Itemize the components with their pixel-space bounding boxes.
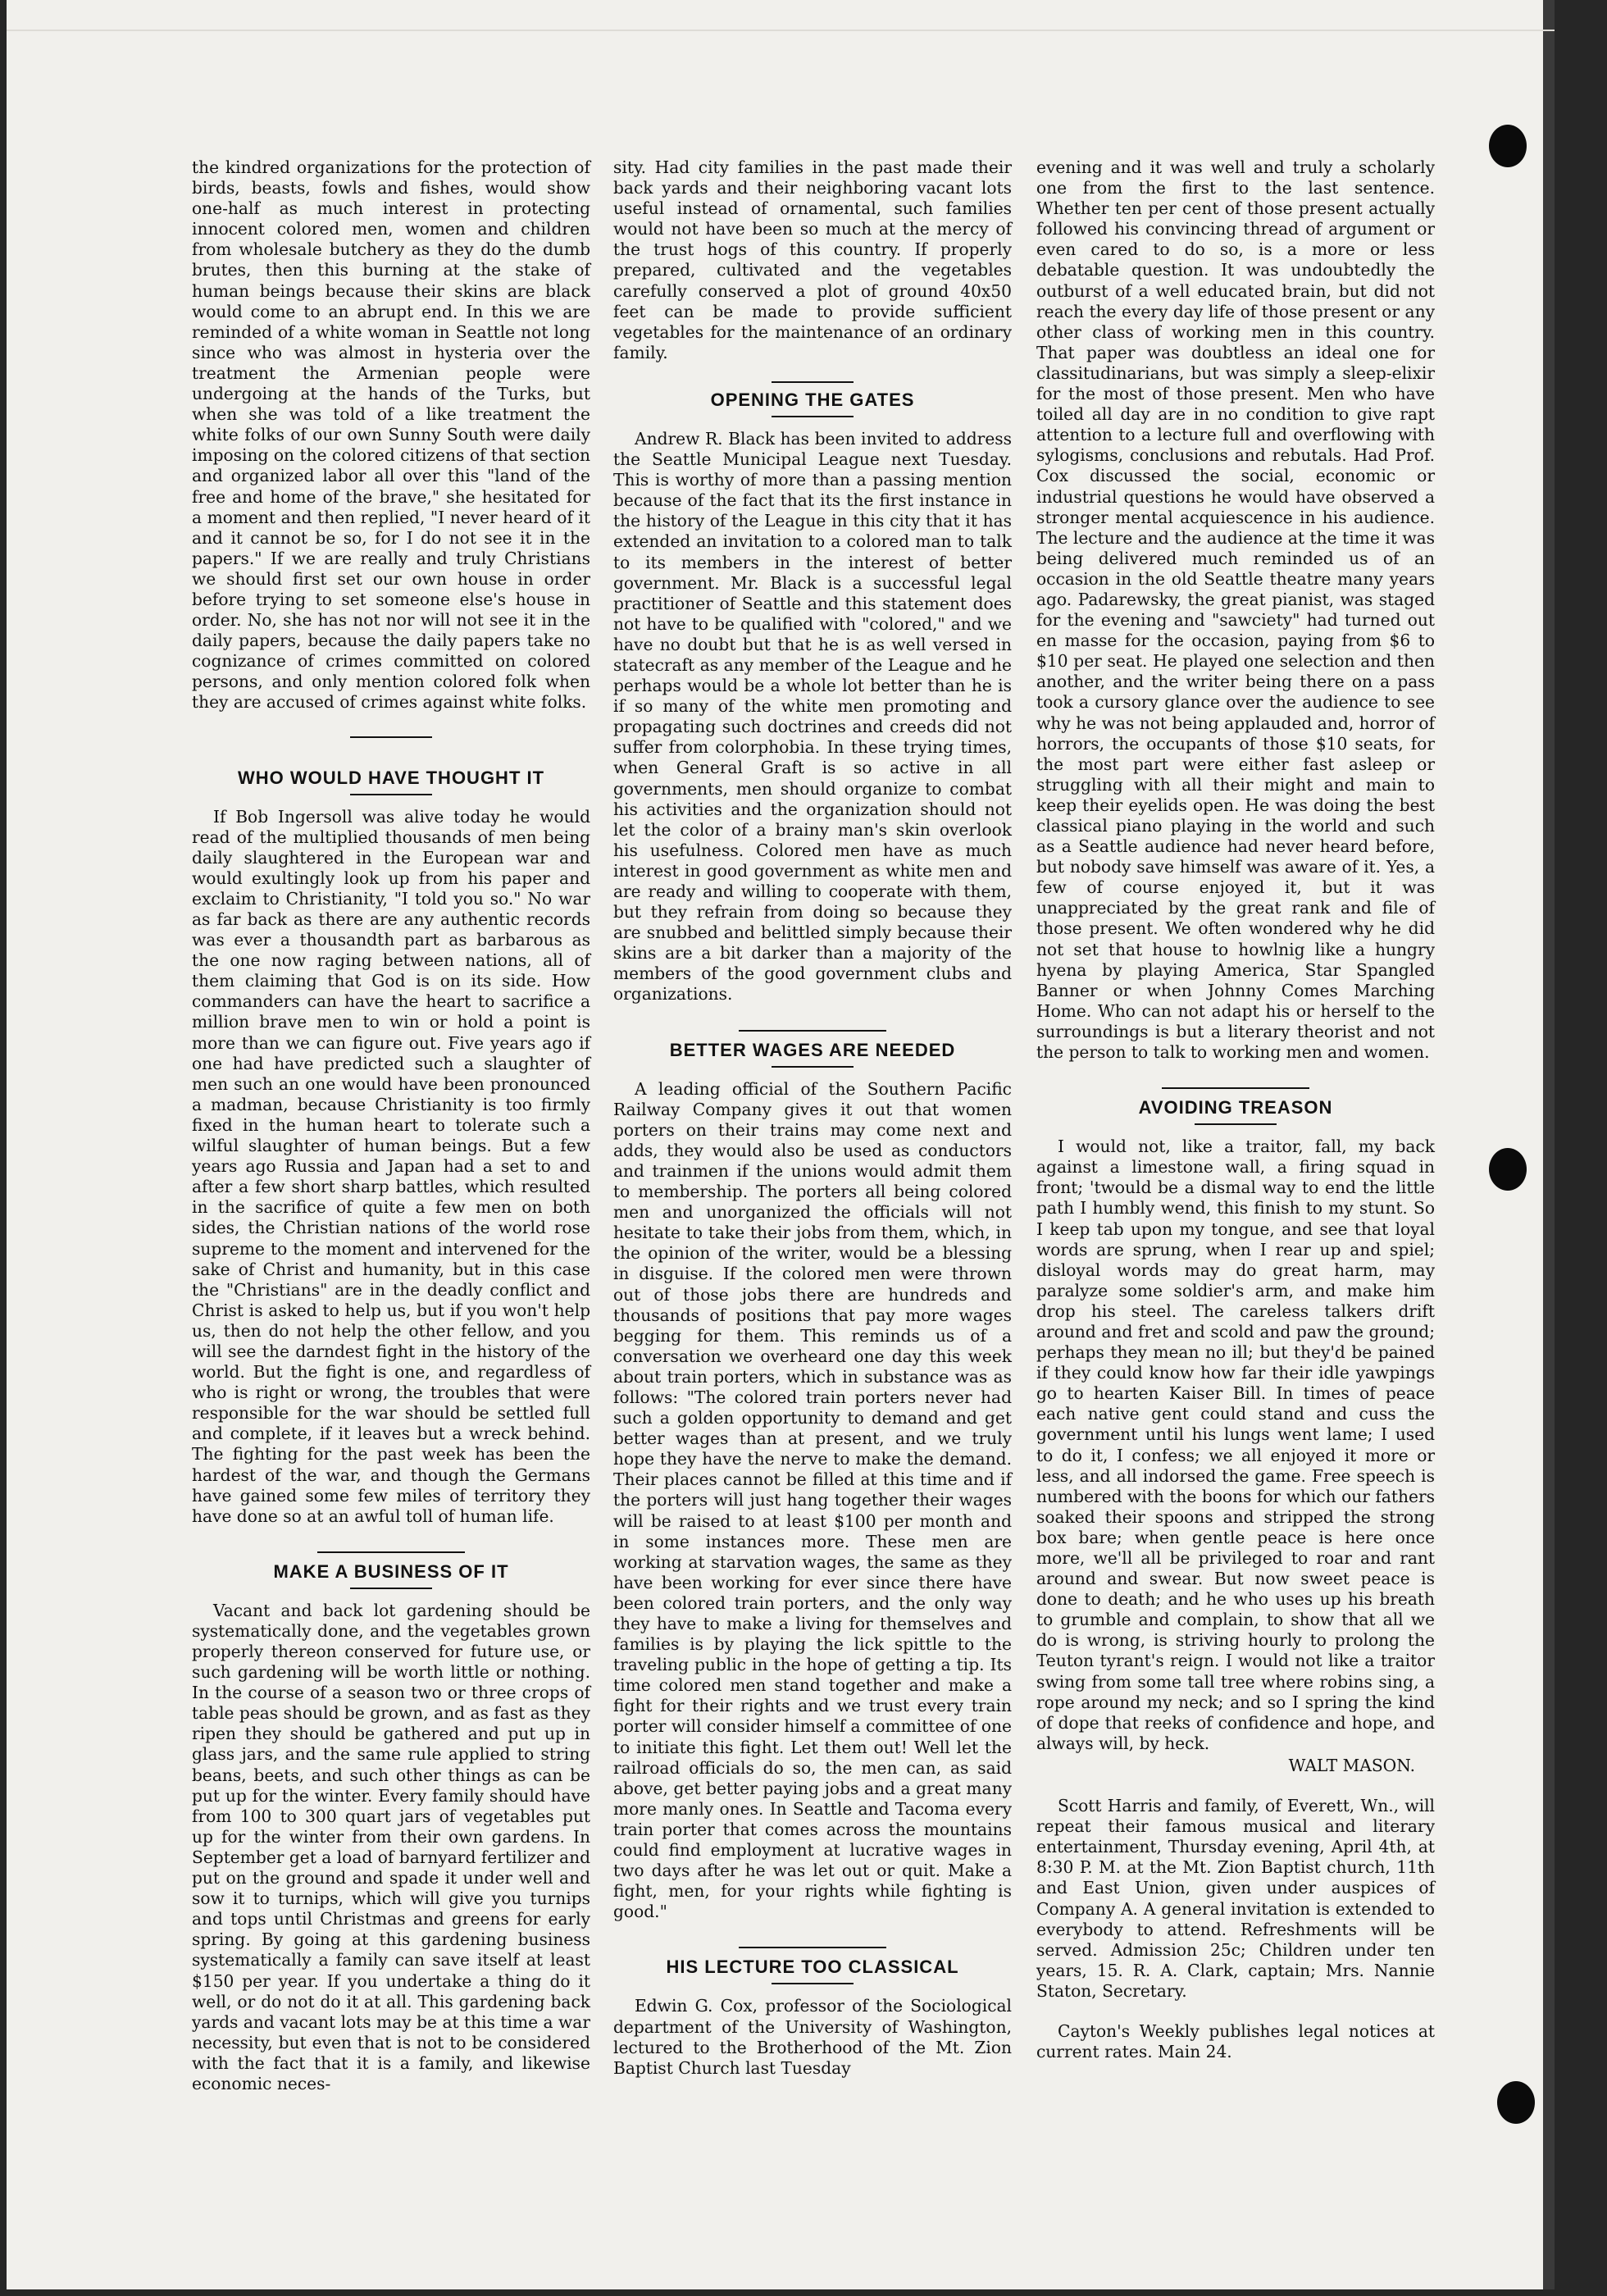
article-opening-the-gates: Andrew R. Black has been invited to address the Seattle Municipal League next Tuesday. This is worthy of more than a passing mention because of the fact that its the first instance in the history of the League in this city that it has extended an invitation to a colored man to talk to its members in the interest of better government. Mr. Black is a successful legal practitioner of Seattle and this statement does not have to be qualified with "colored," and we have no doubt but that he is as well versed in statecraft as any member of the League and he perhaps would be a whole lot better than he is if so many of the white men promoting and propagating such doctrines and creeds did not suffer from colorphobia. In these trying times, when General Graft is so active in all governments, men should organize to combat his activities and the organization should not let the color of a brainy man's skin overlook his usefulness. Colored men have as much interest in good government as white men and are ready and willing to cooperate with them, but they refrain from doing so because they are snubbed and belittled simply because their skins are a bit darker than a majority of the members of the good government clubs and organizations. xyxy=(613,428,1012,1004)
article-business-continued: sity. Had city families in the past made their back yards and their neighboring vacant lots useful instead of ornamental, such families would not have been so much at the mercy of the trust hogs of this country. If properly prepared, cultivated and the vegetables carefully conserved a plot of ground 40x50 feet can be made to provide sufficient vegetables for the maintenance of an ordinary family. xyxy=(613,157,1012,362)
headline-rule xyxy=(350,1588,432,1589)
headline-avoiding-treason: AVOIDING TREASON xyxy=(1138,1097,1333,1118)
article-intro-continued: the kindred organizations for the protection of birds, beasts, fowls and fishes, would show one-half as much interest in protecting innocent colored men, women and children from wholesale butchery as they do the dumb brutes, then this burning at the stake of human beings because their skins are black would come to an abrupt end. In this we are reminded of a white woman in Seattle not long since who was almost in hysteria over the treatment the Armenian people were undergoing at the hands of the Turks, but when she was told of a like treatment the white folks of our own Sunny South were daily imposing on the colored citizens of that section and organized labor all over this "land of the free and home of the brave," she hesitated for a moment and then replied, "I never heard of it and it cannot be so, for I do not see it in the papers." If we are really and truly Christians we should first set our own house in order before trying to set someone else's house in order. No, she has not nor will not see it in the daily papers, because the daily papers take no cognizance of crimes committed on colored persons, and only mention colored folk when they are accused of crimes against white folks. xyxy=(192,157,590,713)
headline-his-lecture-too-classical: HIS LECTURE TOO CLASSICAL xyxy=(666,1957,959,1978)
article-better-wages-are-needed: A leading official of the Southern Pacific Railway Company gives it out that women porters on their trains may come next and adds, they would also be used as conductors and trainmen if the unions would admit them to membership. The porters all being colored men and unorganized the officials will not hesitate to take their jobs from them, which, in the opinion of the writer, would be a blessing in disguise. If the colored men were thrown out of those jobs there are hundreds and thousands of positions that pay more wages begging for them. This reminds us of a conversation we overheard one day this week about train porters, which in substance was as follows: "The colored train porters never had such a golden opportunity to demand and get better wages than at present, and we truly hope they have the nerve to make the demand. Their places cannot be filled at this time and if the porters will just hang together their wages will be raised to at least $100 per month and in some instances more. These men are working at starvation wages, the same as they have been working for ever since there have been colored train porters, and the only way they have to make a living for themselves and families is by playing the lick spittle to the traveling public in the hope of getting a tip. Its time colored men stand together and make a fight for their rights and we trust every train porter will consider himself a committee of one to initiate this fight. Let them out! Well let the railroad officials do so, the men can, as said above, get better paying jobs and a great many more manly ones. In Seattle and Tacoma every train porter that comes across the mountains could find employment at lucrative wages in two days after he was let out or quit. Make a fight, men, for your rights while fighting is good." xyxy=(613,1078,1012,1922)
column-3 xyxy=(1036,157,1435,2062)
binder-hole-middle xyxy=(1489,1148,1527,1191)
top-border xyxy=(7,30,1555,31)
headline-opening-the-gates: OPENING THE GATES xyxy=(710,389,915,410)
section-rule xyxy=(739,1947,886,1948)
section-rule xyxy=(772,381,854,383)
poem-avoiding-treason: I would not, like a traitor, fall, my back against a limestone wall, a firing squad in front; 'twould be a dismal way to end the little path I humbly wend, this finish to my stunt. So I keep tab upon my tongue, and see that loyal words are sprung, when I rear up and spiel; disloyal words may do great harm, may paralyze some soldier's arm, and make him drop his steel. The careless talkers drift around and fret and scold and paw the ground; perhaps they mean no ill; but they'd be pained if they could know how far their idle yawpings go to hearten Kaiser Bill. In times of peace each native gent could stand and cuss the government until his lungs went lame; I used to do it, I confess; we all enjoyed it more or less, and all indorsed the game. Free speech is numbered with the boons for which our fathers soaked their spoons and stripped the strong box bare; when gentle peace is here once more, we'll all be privileged to roar and rant around and swear. But now sweet peace is done to death; and he who uses up his breath to grumble and complain, to show that all we do is wrong, is striving hourly to prolong the Teuton tyrant's reign. I would not like a traitor swing from some tall tree where robins sing, a rope around my neck; and so I spring the kind of dope that reeks of confidence and hope, and always will, by heck. xyxy=(1036,1137,1435,1753)
section-rule xyxy=(739,1030,886,1032)
column-2 xyxy=(613,157,1012,2079)
poem-author-signature: WALT MASON. xyxy=(1288,1755,1415,1775)
article-lecture-continued: evening and it was well and truly a scholarly one from the first to the last sentence. Whether ten per cent of those present actually followed his convincing thread of argument or even cared to do so, is a more or less debatable question. It was undoubtedly the outburst of a well educated brain, but did not reach the every day life of those present or any other class of working men in this country. That paper was doubtless an ideal one for classitudinarians, but was simply a sleep-elixir for the most of those present. Men who have toiled all day are in no condition to give rapt attention to a lecture full and overflowing with sylogisms, conclusions and rebutals. Had Prof. Cox discussed the social, economic or industrial questions he would have observed a stronger mental acquiescence in his audience. The lecture and the audience at the time it was being delivered much reminded us of an occasion in the old Seattle theatre many years ago. Padarewsky, the great pianist, was staged for the evening and "sawciety" had turned out en masse for the occasion, paying from $6 to $10 per seat. He played one selection and then another, and the writer being there on a pass took a cursory glance over the audience to see why he was not being applauded and, horror of horrors, the occupants of those $10 seats, for the most part were either fast asleep or struggling with all their might and main to keep their eyelids open. He was doing the best classical piano playing in the world and such as a Seattle audience had never heard before, but nobody save himself was aware of it. Yes, a few of course enjoyed it, but it was unappreciated by the great rank and file of those present. We often wondered why he did not set that house to howlnig like a hungry hyena by playing America, Star Spangled Banner or when Johnny Comes Marching Home. Who can not adapt his or herself to the surroundings is but a literary theorist and not the person to talk to working men and women. xyxy=(1036,157,1435,1063)
headline-rule xyxy=(772,1066,854,1068)
section-rule xyxy=(1162,1087,1309,1089)
headline-make-a-business-of-it: MAKE A BUSINESS OF IT xyxy=(273,1560,509,1582)
section-rule xyxy=(350,736,432,738)
headline-rule xyxy=(772,416,854,417)
headline-rule xyxy=(1195,1123,1277,1125)
headline-rule xyxy=(772,1983,854,1984)
binder-hole-bottom xyxy=(1497,2081,1535,2124)
newspaper-page xyxy=(7,0,1555,2289)
headline-who-would-have-thought-it: WHO WOULD HAVE THOUGHT IT xyxy=(237,767,545,788)
article-who-would-have-thought-it: If Bob Ingersoll was alive today he would read of the multiplied thousands of men being daily slaughtered in the European war and would exultingly look up from his paper and exclaim to Christianity, "I told you so." No war as far back as there are any authentic records was ever a thousandth part as barbarous as the one now raging between nations, all of them claiming that God is on its side. How commanders can have the heart to sacrifice a million brave men to win or hold a point is more than we can figure out. Five years ago if one had have predicted such a slaughter of men such an one would have been pronounced a madman, because Christianity is too firmly fixed in the human heart to tolerate such a wilful slaughter of human beings. But a few years ago Russia and Japan had a set to and after a few short sharp battles, which resulted in the sacrifice of quite a few men on both sides, the Christian nations of the world rose supreme to the moment and intervened for the sake of Christ and humanity, but in this case the "Christians" are in the deadly conflict and Christ is asked to help us, but if you won't help us, then do not help the other fellow, and you will see the darndest fight in the history of the world. But the fight is one, and regardless of who is right or wrong, the troubles that were responsible for the war should be settled full and complete, if it leaves but a wreck behind. The fighting for the past week has been the hardest of the war, and though the Germans have gained some few miles of territory they have done so at an awful toll of human life. xyxy=(192,806,590,1526)
notice-legal-rates: Cayton's Weekly publishes legal notices at current rates. Main 24. xyxy=(1036,2020,1435,2062)
section-rule xyxy=(317,1551,465,1553)
headline-better-wages-are-needed: BETTER WAGES ARE NEEDED xyxy=(669,1039,956,1060)
page-edge-shadow xyxy=(1543,0,1555,2289)
article-his-lecture-too-classical: Edwin G. Cox, professor of the Sociological department of the University of Washington, lectured to the Brotherhood of the Mt. Zion Baptist Church last Tuesday xyxy=(613,1996,1012,2078)
column-1 xyxy=(192,157,590,2094)
headline-rule xyxy=(350,794,432,795)
notice-scott-harris-entertainment: Scott Harris and family, of Everett, Wn., will repeat their famous musical and literary entertainment, Thursday evening, April 4th, at 8:30 P. M. at the Mt. Zion Baptist church, 11th and East Union, given under auspices of Company A. A general invitation is extended to everybody to attend. Refreshments will be served. Admission 25c; Children under ten years, 15. R. A. Clark, captain; Mrs. Nannie Staton, Secretary. xyxy=(1036,1796,1435,2001)
binder-hole-top xyxy=(1489,125,1527,167)
article-make-a-business-of-it: Vacant and back lot gardening should be systematically done, and the vegetables grown properly thereon conserved for future use, or such gardening will be worth little or nothing. In the course of a season two or three crops of table peas should be grown, and as fast as they ripen they should be gathered and put up in glass jars, and the same rule applied to string beans, beets, and such other things as can be put up for the winter. Every family should have from 100 to 300 quart jars of vegetables put up for the winter from their own gardens. In September get a load of barnyard fertilizer and put on the ground and spade it under well and sow it to turnips, which will give you turnips and tops until Christmas and greens for early spring. By going at this gardening business systematically a family can save itself at least $150 per year. If you undertake a thing do it well, or do not do it at all. This gardening back yards and vacant lots may be at this time a war necessity, but even that is not to be considered with the fact that it is a family, and likewise economic neces- xyxy=(192,1600,590,2093)
